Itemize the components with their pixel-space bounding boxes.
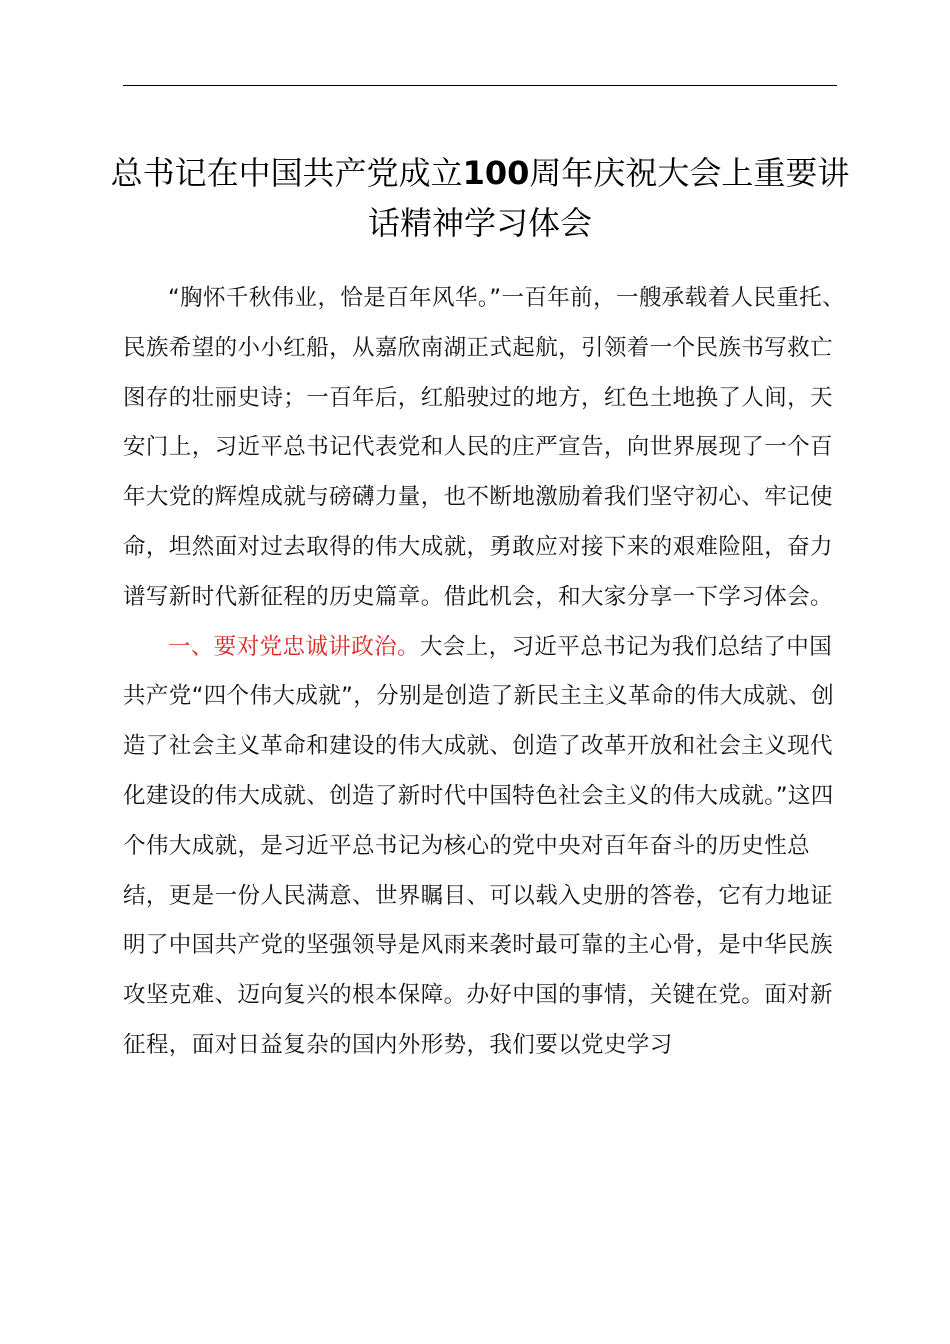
- document-body: [123, 274, 851, 1071]
- document-title: [100, 148, 860, 248]
- header-rule: [123, 85, 837, 86]
- section-1-heading: 一、要对党忠诚讲政治。: [168, 633, 420, 660]
- intro-paragraph: “胸怀千秋伟业，恰是百年风华。”一百年前，一艘承载着人民重托、民族希望的小小红船，从嘉欣南湖正式起航，引领着一个民族书写救亡图存的壮丽史诗；一百年后，红船驶过的地方，红色土地换了人间，天安门上，习近平总书记代表党和人民的庄严宣告，向世界展现了一个百年大党的辉煌成就与磅礴力量，也不断地激励着我们坚守初心、牢记使命，坦然面对过去取得的伟大成就，勇敢应对接下来的艰难险阻，奋力谱写新时代新征程的历史篇章。借此机会，和大家分享一下学习体会。: [123, 285, 845, 610]
- section-1-text: 大会上，习近平总书记为我们总结了中国共产党“四个伟大成就”，分别是创造了新民主主义革命的伟大成就、创造了社会主义革命和建设的伟大成就、创造了改革开放和社会主义现代化建设的伟大成就、创造了新时代中国特色社会主义的伟大成就。”这四个伟大成就，是习近平总书记为核心的党中央对百年奋斗的历史性总结，更是一份人民满意、世界瞩目、可以载入史册的答卷，它有力地证明了中国共产党的坚强领导是风雨来袭时最可靠的主心骨，是中华民族攻坚克难、迈向复兴的根本保障。办好中国的事情，关键在党。面对新征程，面对日益复杂的国内外形势，我们要以党史学习: [123, 633, 835, 1058]
- title-text-part2: 周年庆祝大会上重要讲话精神学习体会: [367, 154, 850, 242]
- title-text-part1: 总书记在中国共产党成立: [110, 154, 463, 192]
- section-1-paragraph: [123, 623, 851, 1071]
- title-number: 100: [462, 154, 530, 192]
